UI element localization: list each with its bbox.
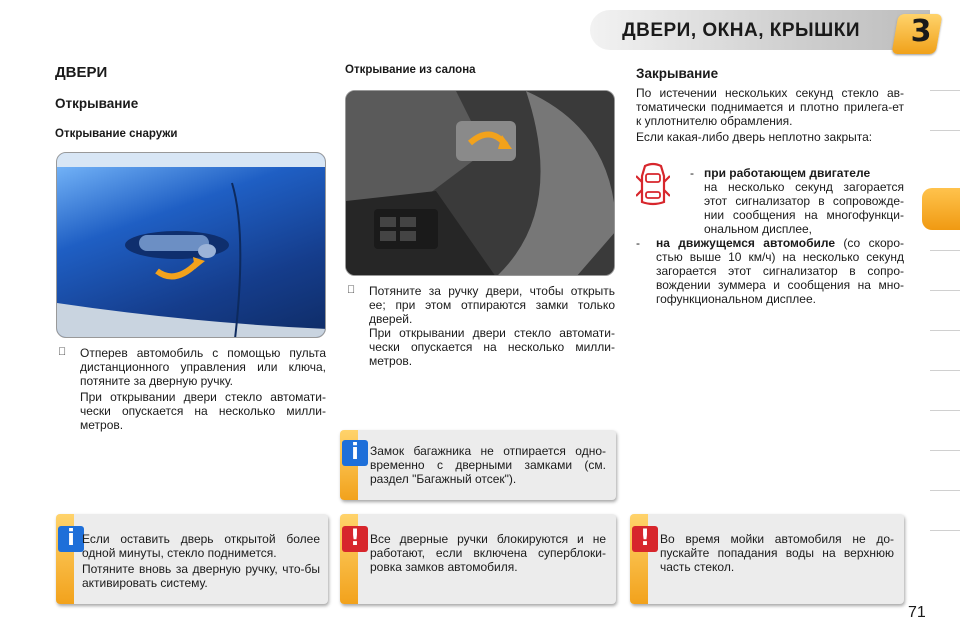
warning-icon: ! — [342, 526, 368, 552]
note-text: Во время мойки автомобиля не до-пускайте попадания воды на верхнюю часть стекол. — [660, 532, 894, 574]
note-text: Если оставить дверь открытой более одной минуты, стекло поднимется. — [82, 532, 320, 560]
section-heading-opening: Открывание — [55, 96, 139, 111]
bullet-icon — [58, 346, 66, 358]
engine-running-label: при работающем двигателе — [704, 166, 871, 180]
warning-note-middle — [340, 514, 616, 604]
vehicle-moving-label: на движущемся автомобиле — [656, 236, 836, 250]
vehicle-moving-detail: (со скоро-стью выше 10 км/ч) на несколько секунд загорается этот сигнализатор в сопро-вождении зуммера и сообщения на мно-гофункциональном дисплее. — [656, 236, 904, 306]
page-number: 71 — [908, 604, 926, 621]
closing-text: По истечении нескольких секунд стекло ав-томатически поднимается и плотно прилега-ет к уплотнителю обрамления. — [636, 86, 904, 128]
inside-window-text: При открывании двери стекло автомати-чески опускается на несколько милли-метров. — [369, 326, 615, 368]
note-text: Все дверные ручки блокируются и не работают, если включена суперблоки-ровка замков автомобиля. — [370, 532, 606, 574]
interior-door-handle-photo — [345, 90, 615, 276]
subsection-heading-outside: Открывание снаружи — [55, 128, 178, 140]
closing-condition-text: Если какая-либо дверь неплотно закрыта: — [636, 130, 873, 144]
note-text: Потяните вновь за дверную ручку, что-бы активировать систему. — [82, 562, 320, 590]
bullet-icon — [347, 284, 355, 296]
active-chapter-tab — [922, 188, 960, 230]
info-icon: i — [58, 526, 84, 552]
engine-running-text: на несколько секунд загорается этот сигнализатор в сопровожде-нии сообщения на многофункци-ональном дисплее, — [704, 180, 904, 236]
warning-note-right — [630, 514, 904, 604]
side-tabs — [922, 70, 960, 610]
info-note-middle — [340, 430, 616, 500]
subsection-heading-inside: Открывание из салона — [345, 64, 476, 76]
warning-icon: ! — [632, 526, 658, 552]
dash: - — [636, 236, 640, 250]
info-note-left — [56, 514, 328, 604]
outside-opening-text: Отперев автомобиль с помощью пульта дистанционного управления или ключа, потяните за дверную ручку. — [80, 346, 326, 388]
note-text: Замок багажника не отпирается одно-временно с дверными замками (см. раздел "Багажный отсек"). — [370, 444, 606, 486]
chapter-number: 3 — [910, 14, 932, 49]
info-icon: i — [342, 440, 368, 466]
car-door-handle-photo — [56, 152, 326, 338]
section-heading-closing: Закрывание — [636, 66, 719, 81]
door-open-warning-icon — [636, 162, 670, 208]
vehicle-moving-text — [656, 236, 904, 306]
chapter-title: ДВЕРИ, ОКНА, КРЫШКИ — [622, 20, 860, 41]
inside-opening-text: Потяните за ручку двери, чтобы открыть ее; при этом отпираются замки только дверей. — [369, 284, 615, 326]
dash: - — [690, 166, 694, 180]
page-title: ДВЕРИ — [55, 64, 108, 81]
outside-window-text: При открывании двери стекло автомати-чески опускается на несколько милли-метров. — [80, 390, 326, 432]
chapter-header — [590, 10, 930, 50]
